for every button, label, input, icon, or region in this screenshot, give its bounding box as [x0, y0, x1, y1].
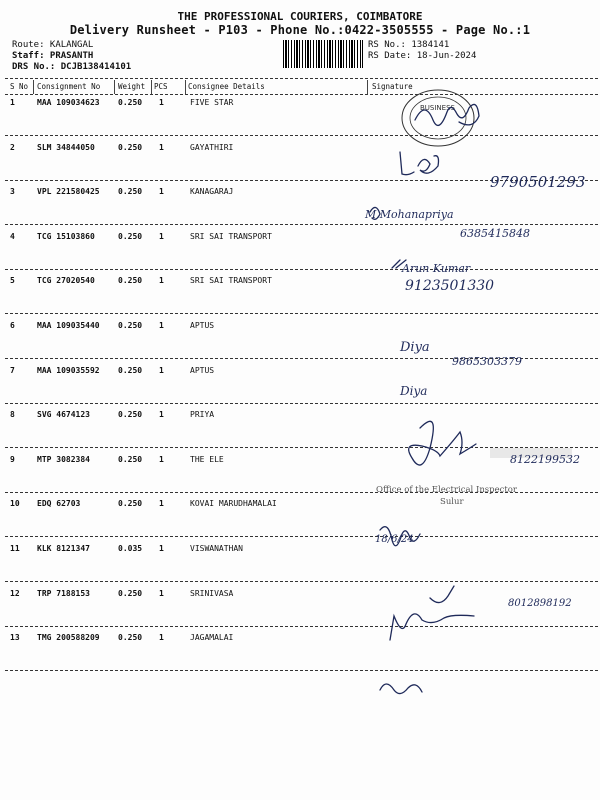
row-consignment-no: MAA 109034623 — [37, 98, 100, 107]
handwritten-name-row-6: Diya — [400, 340, 430, 355]
row-consignee: FIVE STAR — [190, 98, 234, 107]
handwritten-phone-row-6: 9865303379 — [452, 355, 522, 368]
rs-number: RS No.: 1384141 — [368, 40, 450, 50]
row-weight: 0.250 — [118, 98, 143, 107]
column-header-signature: Signature — [372, 82, 413, 91]
row-consignee: PRIYA — [190, 410, 215, 420]
column-header-weight: Weight — [118, 82, 146, 91]
row-consignment-no: SVG 4674123 — [37, 410, 90, 420]
row-consignment-no: TMG 200588209 — [37, 633, 100, 643]
row-pcs: 1 — [159, 276, 164, 286]
signature-row-9 — [409, 421, 476, 465]
row-consignment-no: VPL 221580425 — [37, 187, 100, 197]
column-divider — [151, 80, 152, 94]
row-consignee: SRI SAI TRANSPORT — [190, 231, 272, 241]
row-consignment-no: TCG 27020540 — [37, 276, 95, 286]
handwritten-phone-row-3: 6385415848 — [460, 227, 530, 240]
row-consignee: APTUS — [190, 365, 215, 375]
handwritten-name-row-4: Arun Kumar — [402, 262, 471, 275]
header-rule-top — [5, 78, 598, 79]
row-pcs: 1 — [159, 410, 164, 420]
column-divider — [185, 80, 186, 94]
row-sno: 1 — [10, 98, 15, 107]
signature-row-13 — [380, 684, 422, 694]
row-consignment-no: TCG 15103860 — [37, 231, 95, 241]
row-sno: 5 — [10, 276, 15, 286]
column-divider — [114, 80, 115, 94]
row-sno: 6 — [10, 321, 15, 330]
row-weight: 0.250 — [118, 499, 143, 509]
row-weight: 0.250 — [118, 142, 143, 152]
staff-label: Staff: PRASANTH — [12, 51, 94, 61]
row-consignee: VISWANATHAN — [190, 544, 243, 553]
row-weight: 0.035 — [118, 544, 143, 553]
row-consignee: THE ELE — [190, 454, 224, 464]
row-consignee: SRI SAI TRANSPORT — [190, 276, 272, 286]
row-pcs: 1 — [159, 142, 164, 152]
route-label: Route: KALANGAL — [12, 40, 94, 50]
row-pcs: 1 — [159, 633, 164, 643]
drs-number: DRS No.: DCJB138414101 — [12, 62, 132, 72]
row-consignment-no: MTP 3082384 — [37, 454, 90, 464]
row-weight: 0.250 — [118, 633, 143, 643]
handwritten-name-row-7: Diya — [400, 384, 428, 398]
row-consignment-no: SLM 34844050 — [37, 142, 95, 152]
handwritten-phone-row-4: 9123501330 — [405, 278, 495, 294]
row-pcs: 1 — [159, 231, 164, 241]
row-consignment-no: MAA 109035592 — [37, 365, 100, 375]
row-pcs: 1 — [159, 365, 164, 375]
handwritten-phone-row-8: 8122199532 — [510, 453, 580, 466]
row-sno: 13 — [10, 633, 20, 643]
row-weight: 0.250 — [118, 454, 143, 464]
row-sno: 8 — [10, 410, 15, 420]
signature-row-12 — [390, 586, 474, 640]
column-header-consignment: Consignment No — [37, 82, 101, 91]
row-sno: 9 — [10, 454, 15, 464]
row-pcs: 1 — [159, 454, 164, 464]
row-pcs: 1 — [159, 588, 164, 598]
signature-row-2 — [400, 152, 439, 175]
row-consignee: SRINIVASA — [190, 588, 234, 598]
office-stamp-line2: Sulur — [440, 497, 464, 507]
row-weight: 0.250 — [118, 231, 143, 241]
row-consignee: APTUS — [190, 321, 215, 330]
row-pcs: 1 — [159, 321, 164, 330]
row-sno: 2 — [10, 142, 15, 152]
row-sno: 3 — [10, 187, 15, 197]
row-pcs: 1 — [159, 98, 164, 107]
row-consignment-no: EDQ 62703 — [37, 499, 81, 509]
row-consignee: KOVAI MARUDHAMALAI — [190, 499, 277, 509]
row-pcs: 1 — [159, 544, 164, 553]
business-stamp-text: BUSINESS — [420, 104, 455, 112]
row-pcs: 1 — [159, 187, 164, 197]
handwritten-date-row-11: 18/6/24 — [375, 534, 414, 545]
row-weight: 0.250 — [118, 276, 143, 286]
row-weight: 0.250 — [118, 588, 143, 598]
row-consignment-no: TRP 7188153 — [37, 588, 90, 598]
row-weight: 0.250 — [118, 410, 143, 420]
column-header-sno: S No — [10, 82, 29, 91]
row-pcs: 1 — [159, 499, 164, 509]
signature-column — [360, 80, 600, 700]
row-sno: 10 — [10, 499, 20, 509]
row-sno: 12 — [10, 588, 20, 598]
row-sno: 4 — [10, 231, 15, 241]
row-consignment-no: MAA 109035440 — [37, 321, 100, 330]
row-consignee: JAGAMALAI — [190, 633, 234, 643]
row-consignee: KANAGARAJ — [190, 187, 234, 197]
barcode — [283, 40, 363, 68]
row-consignee: GAYATHIRI — [190, 142, 234, 152]
handwritten-phone-row-12: 8012898192 — [508, 598, 572, 609]
column-header-consignee: Consignee Details — [188, 82, 265, 91]
office-stamp-line1: Office of the Electrical Inspector — [376, 485, 517, 495]
row-weight: 0.250 — [118, 187, 143, 197]
row-consignment-no: KLK 8121347 — [37, 544, 90, 553]
row-weight: 0.250 — [118, 365, 143, 375]
row-sno: 7 — [10, 365, 15, 375]
company-title: THE PROFESSIONAL COURIERS, COIMBATORE — [177, 10, 423, 23]
column-header-pcs: PCS — [154, 82, 168, 91]
row-weight: 0.250 — [118, 321, 143, 330]
handwritten-phone-row-2: 9790501293 — [490, 173, 586, 191]
column-divider — [33, 80, 34, 94]
handwritten-name-row-3: M.Mohanapriya — [365, 208, 454, 221]
row-sno: 11 — [10, 544, 20, 553]
runsheet-title: Delivery Runsheet - P103 - Phone No.:0422-3505555 - Page No.:1 — [69, 23, 531, 37]
rs-date: RS Date: 18-Jun-2024 — [368, 51, 477, 61]
